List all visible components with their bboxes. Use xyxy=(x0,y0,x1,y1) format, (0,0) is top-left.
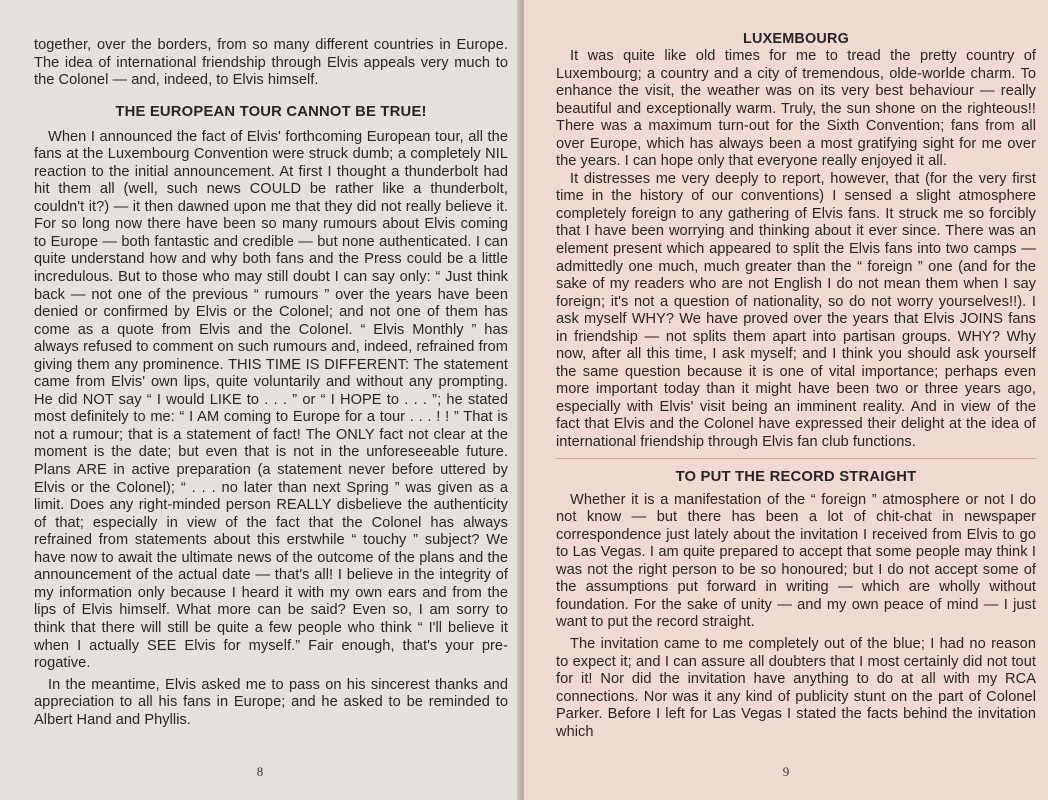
page-number-right: 9 xyxy=(782,764,790,779)
right-page xyxy=(524,0,1048,800)
intro-paragraph: together, over the borders, from so many different countries in Europe. The idea of international friendship through Elvis appeals very much to the Colonel — and, indeed, to Elvis himself. xyxy=(34,37,508,89)
record-paragraph-2: The invitation came to me completely out of the blue; I had no reason to expect it; and I can assure all doubters that I most certainly did not tout for it! Nor did the invitation have anything to do at all with my RCA connections. Nor was it any kind of publicity stunt on the part of Colonel Parker. Before I left for Las Vegas I stated the facts behind the invitation which xyxy=(556,635,1036,740)
record-paragraph-1: Whether it is a manifestation of the “ foreign ” atmosphere or not I do not know — but there has been a lot of chit-chat in newspaper correspondence just lately about the invitation I received from Elvis to go to Las Vegas. I am quite prepared to accept that some people may think I was not the right person to be so honoured; but I do not accept some of the assumptions put forward in writing — which are wholly without foundation. For the sake of unity — and my own peace of mind — I just want to put the record straight. xyxy=(556,491,1036,631)
page-number-left: 8 xyxy=(256,764,264,779)
tour-paragraph: When I announced the fact of Elvis' forthcoming European tour, all the fans at the Luxembourg Convention were struck dumb; a completely NIL reaction to the initial announcement. At first I thought a thunderbolt had hit them all (well, such news COULD be rather like a thunderbolt, couldn't it?) — it then dawned upon me that they did not really believe it. For so long now there have been so many rumours about Elvis coming to Europe — both fantastic and credible — but none authenticated. I can quite understand how and why both fans and the Press could be a little incredulous. But to those who may still doubt I can say only: “ Just think back — not one of the previous “ rumours ” over the years have been denied or confirmed by Elvis or the Colonel; and not one of them has come as a quote from Elvis and the Colonel. “ Elvis Monthly ” has always refused to comment on such rumours and, indeed, refrained from giving them any prominence. THIS TIME IS DIFFERENT: The statement came from Elvis' own lips, quite voluntarily and without any prompting. He did NOT say “ I would LIKE to . . . ” or “ I HOPE to . . . ”; he stated most definitely to me: “ I AM coming to Europe for a tour . . . ! ! ” That is not a rumour; that is a statement of fact! The ONLY fact not clear at the moment is the date; but even that is not in the unforeseeable future. Plans ARE in active preparation (a statement never before uttered by Elvis or the Colonel); “ . . . no later than next Spring ” was given as a limit. Does any right-minded person REALLY disbelieve the authenticity of that; especially in view of the fact that the Colonel has always refrained from statements about this erstwhile “ touchy ” subject? We have now to await the ultimate news of the outcome of the plans and the announcement of the actual date — that's all! I believe in the integrity of my information only because I heard it with my own ears and from the lips of Elvis himself. What more can be said? Even so, I am sorry to think that there will still be quite a few people who think “ I'll believe it when I actually SEE Elvis for myself.” Fair enough, that's your pre-rogative. xyxy=(34,128,508,672)
luxembourg-paragraph-2: It distresses me very deeply to report, however, that (for the very first time in the history of our conventions) I sensed a slight atmosphere completely foreign to any gathering of Elvis fans. It struck me so forcibly that I have been worrying and thinking about it ever since. There was an element present which appeared to split the Elvis fans into two camps — admittedly one much, much greater than the “ foreign ” one (and for the sake of my readers who are not English I do not mean them when I say foreign; it's not a question of nationality, so do not worry yourselves!!). I ask myself WHY? We have proved over the years that Elvis JOINS fans in friendship — not splits them apart into partisan groups. WHY? Why now, after all this time, I ask myself; and I think you should ask yourself the same question because it is one of vital importance; perhaps even more important today than it might have been two or three years ago, especially with Elvis' visit being an imminent reality. And in view of the fact that Elvis and the Colonel have expressed their delight at the idea of international friendship through Elvis fan club functions. xyxy=(556,170,1036,451)
luxembourg-heading: LUXEMBOURG xyxy=(743,31,849,47)
european-tour-heading: THE EUROPEAN TOUR CANNOT BE TRUE! xyxy=(115,103,427,120)
meantime-paragraph: In the meantime, Elvis asked me to pass on his sincerest thanks and appreciation to all his fans in Europe; and he asked to be reminded to Albert Hand and Phyllis. xyxy=(34,676,508,728)
luxembourg-paragraph-1: It was quite like old times for me to tread the pretty country of Luxembourg; a country and a city of tremendous, olde-worlde charm. To enhance the visit, the weather was on its very best behaviour — really beautiful and exceptionally warm. Truly, the sun shone on the righteous!! There was a maximum turn-out for the Sixth Convention; fans from all over Europe, which has always been a most gratifying sight for me over the years. I can hope only that everyone really enjoyed it all. xyxy=(556,48,1036,170)
record-straight-heading: TO PUT THE RECORD STRAIGHT xyxy=(556,458,1036,485)
left-page xyxy=(0,0,520,800)
